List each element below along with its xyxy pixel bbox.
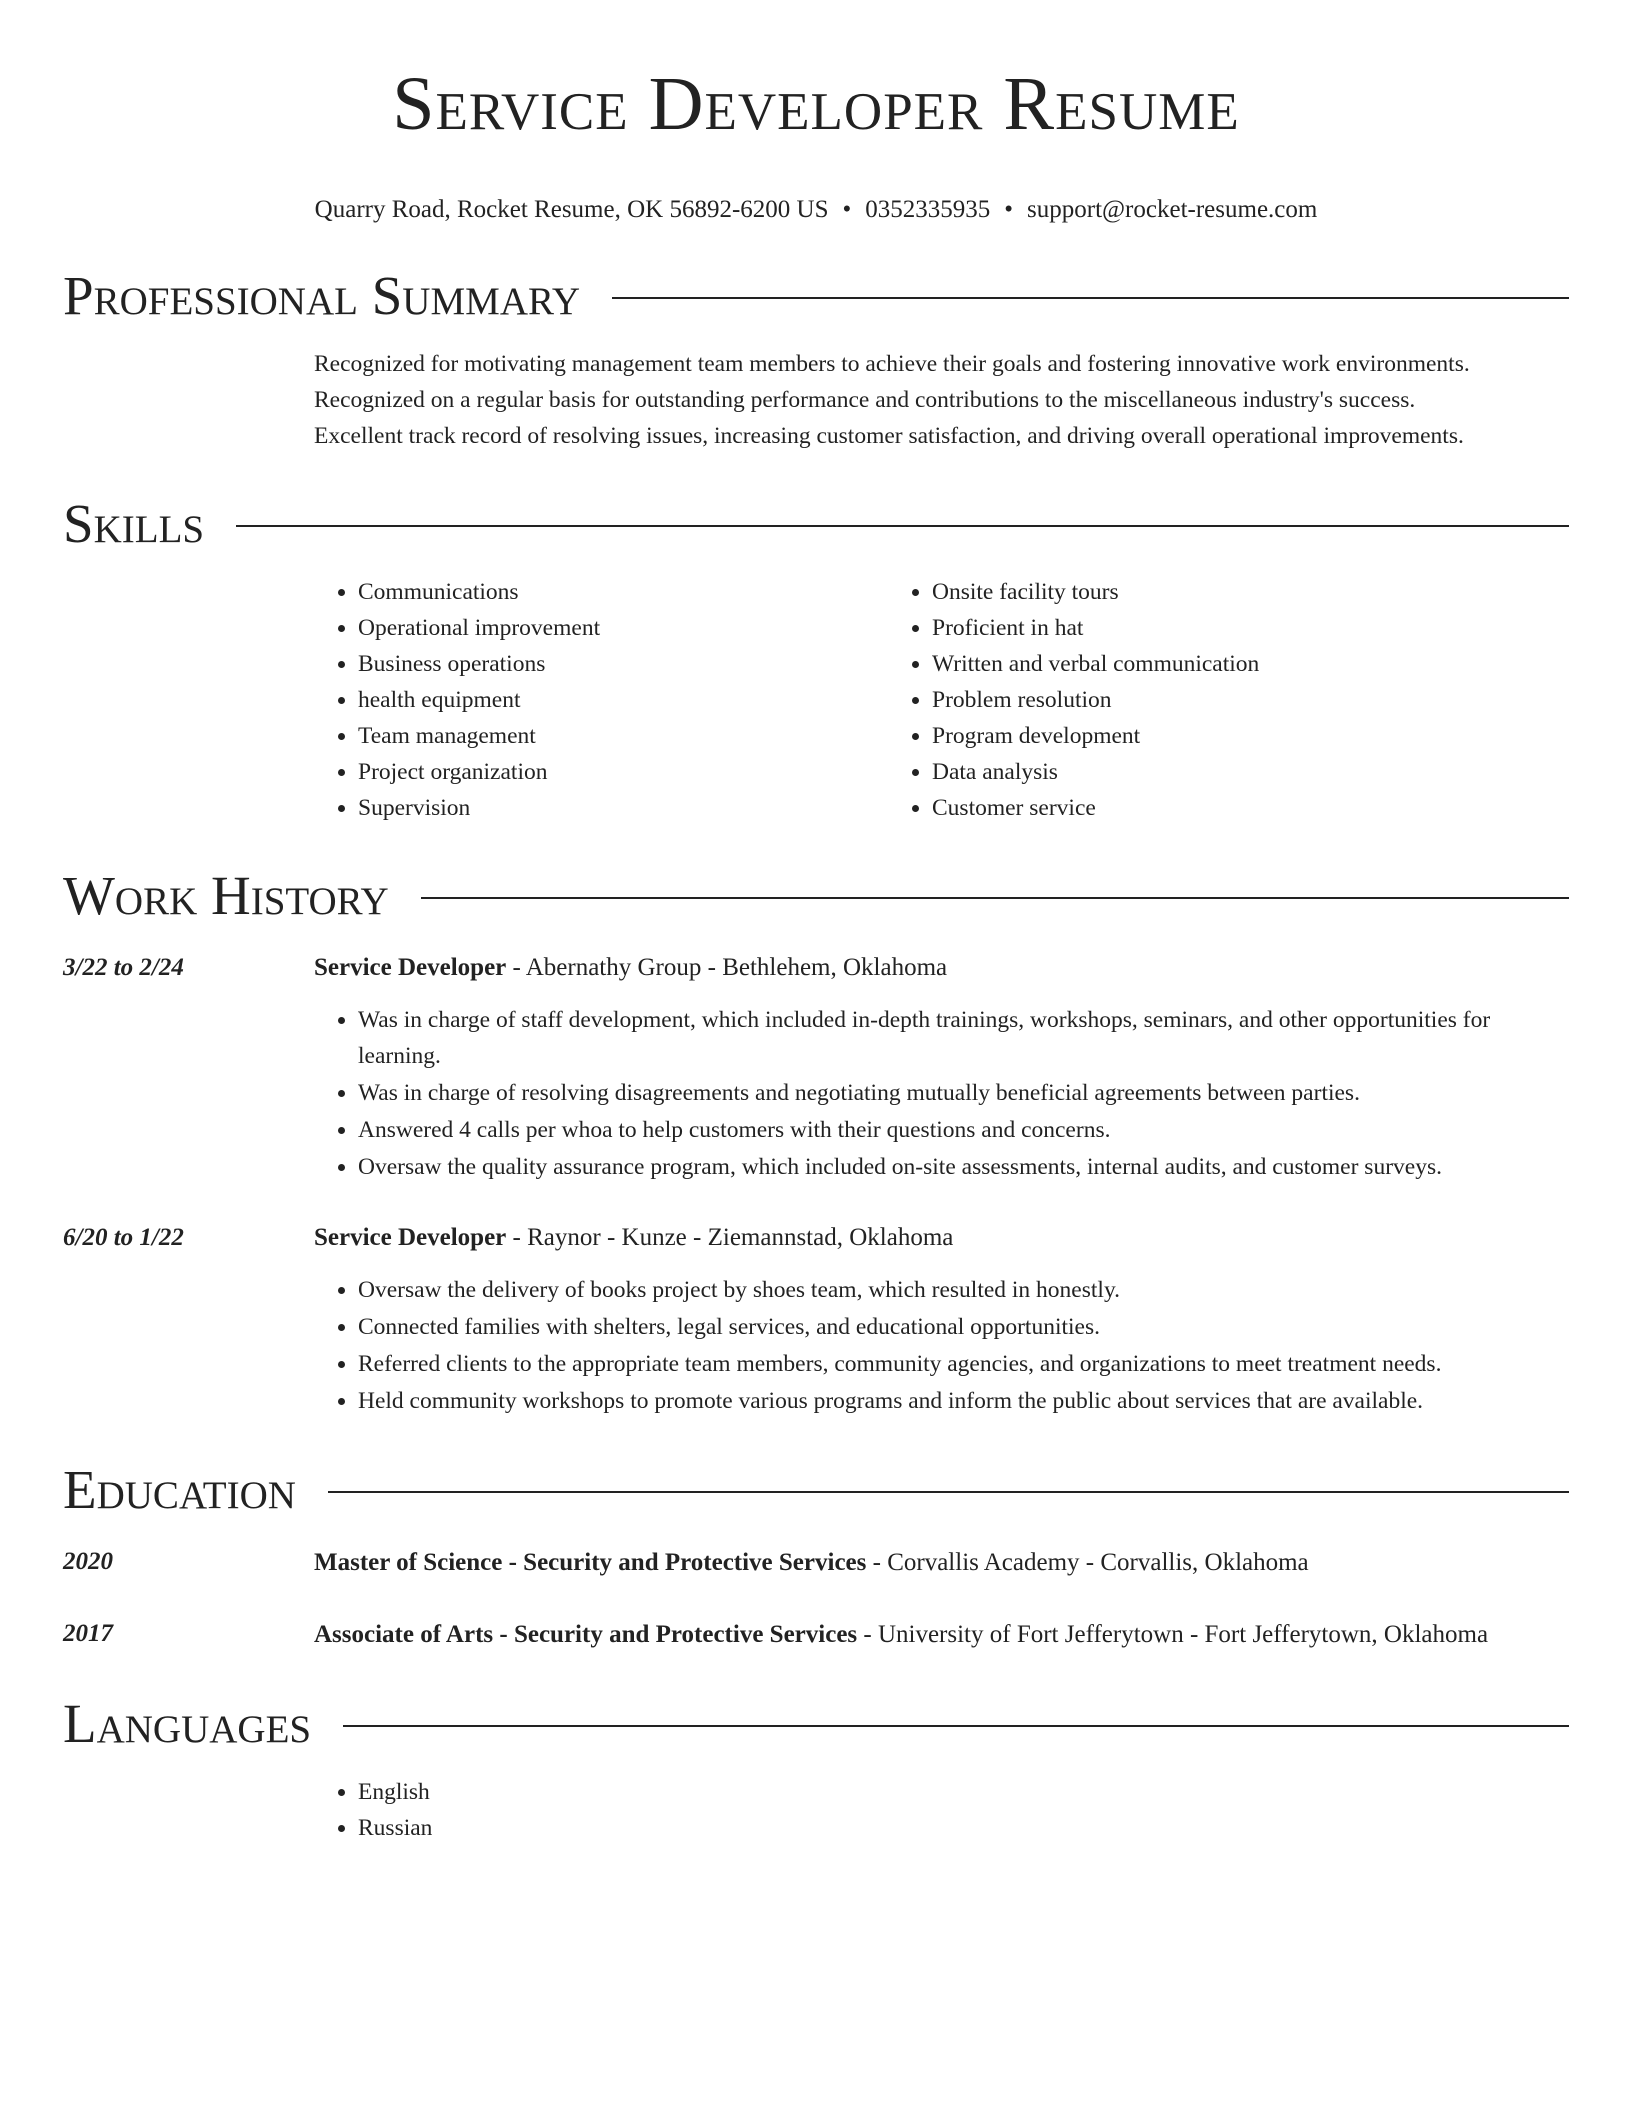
education-degree: Master of Science - Security and Protective Services [314,1549,867,1576]
section-title-education: Education [63,1459,296,1520]
section-title-skills: Skills [63,493,205,554]
skill-item: • Onsite facility tours [932,574,1259,610]
languages-bullets [314,1774,1569,1846]
resume-title: Service Developer Resume [392,62,1240,146]
work-section-header [63,864,1569,928]
section-divider [343,1725,1569,1727]
section-divider [421,897,1569,899]
skill-item: • Business operations [358,646,888,682]
section-divider [328,1491,1569,1493]
skill-item: • Proficient in hat [932,610,1259,646]
summary-section-header [63,264,1569,328]
section-divider [236,525,1569,527]
skill-item: • health equipment [358,682,888,718]
education-entry [63,1544,1569,1582]
skill-item: • Written and verbal communication [932,646,1259,682]
education-degree: Associate of Arts - Security and Protective Services [314,1621,858,1648]
job-bullet: • Oversaw the delivery of books project by shoes team, which resulted in honestly. [358,1272,1569,1308]
job-entry [63,1220,1569,1420]
contact-address: Quarry Road, Rocket Resume, OK 56892-6200 US [314,196,829,223]
job-bullets [314,1002,1569,1185]
job-details [314,950,1569,1186]
education-school: - Corvallis Academy - Corvallis, Oklahoma [866,1549,1309,1576]
section-title-languages: Languages [63,1693,312,1754]
languages-list [314,1774,1569,1846]
contact-email: support@rocket-resume.com [1027,196,1318,223]
skills-column-left [314,574,888,826]
section-title-work: Work History [63,865,389,926]
skill-item: • Project organization [358,754,888,790]
summary-line: Recognized on a regular basis for outstanding performance and contributions to the miscellaneous industry's success. [314,387,1416,413]
skill-item: • Communications [358,574,888,610]
job-bullets [314,1272,1569,1419]
skill-item: • Customer service [932,790,1259,826]
contact-separator: • [1004,196,1014,223]
job-details [314,1220,1569,1420]
skills-section-header [63,492,1569,556]
contact-separator: • [842,196,852,223]
job-bullet: • Referred clients to the appropriate team members, community agencies, and organizations to meet treatment needs. [358,1346,1569,1382]
section-divider [612,297,1569,299]
languages-section-header [63,1692,1569,1756]
job-dates: 3/22 to 2/24 [63,954,184,981]
summary-line: Excellent track record of resolving issues, increasing customer satisfaction, and driving overall operational improvements. [314,423,1464,449]
contact-phone: 0352335935 [865,196,991,223]
education-entry [63,1616,1569,1654]
job-bullet: • Was in charge of staff development, which included in-depth trainings, workshops, seminars, and other opportunities for learning. [358,1002,1569,1074]
summary-text [314,346,1569,454]
job-employer: - Abernathy Group - Bethlehem, Oklahoma [506,954,948,981]
skills-list [314,574,1569,826]
job-dates: 6/20 to 1/22 [63,1224,184,1251]
job-bullet: • Was in charge of resolving disagreements and negotiating mutually beneficial agreements between parties. [358,1075,1569,1111]
education-details [314,1544,1569,1582]
section-title-summary: Professional Summary [63,265,581,326]
skill-item: • Operational improvement [358,610,888,646]
job-bullet: • Answered 4 calls per whoa to help customers with their questions and concerns. [358,1112,1569,1148]
skill-item: • Program development [932,718,1259,754]
skills-column-right [888,574,1259,826]
job-employer: - Raynor - Kunze - Ziemannstad, Oklahoma [506,1224,954,1251]
skill-item: • Data analysis [932,754,1259,790]
job-heading [314,1220,1569,1256]
education-year: 2020 [63,1548,113,1575]
summary-line: Recognized for motivating management team members to achieve their goals and fostering innovative work environments. [314,351,1470,377]
job-role: Service Developer [314,1224,507,1251]
job-bullet: • Oversaw the quality assurance program, which included on-site assessments, internal audits, and customer surveys. [358,1149,1569,1185]
job-entry [63,950,1569,1186]
job-bullet: • Held community workshops to promote various programs and inform the public about services that are available. [358,1383,1569,1419]
skill-item: • Team management [358,718,888,754]
job-role: Service Developer [314,954,507,981]
education-details [314,1616,1569,1654]
education-year: 2017 [63,1620,113,1647]
contact-line [63,194,1569,226]
skill-item: • Supervision [358,790,888,826]
job-bullet: • Connected families with shelters, legal services, and educational opportunities. [358,1309,1569,1345]
education-section-header [63,1458,1569,1522]
skill-item: • Problem resolution [932,682,1259,718]
language-item: • Russian [358,1810,1569,1846]
job-heading [314,950,1569,986]
language-item: • English [358,1774,1569,1810]
education-school: - University of Fort Jefferytown - Fort Jefferytown, Oklahoma [857,1621,1489,1648]
